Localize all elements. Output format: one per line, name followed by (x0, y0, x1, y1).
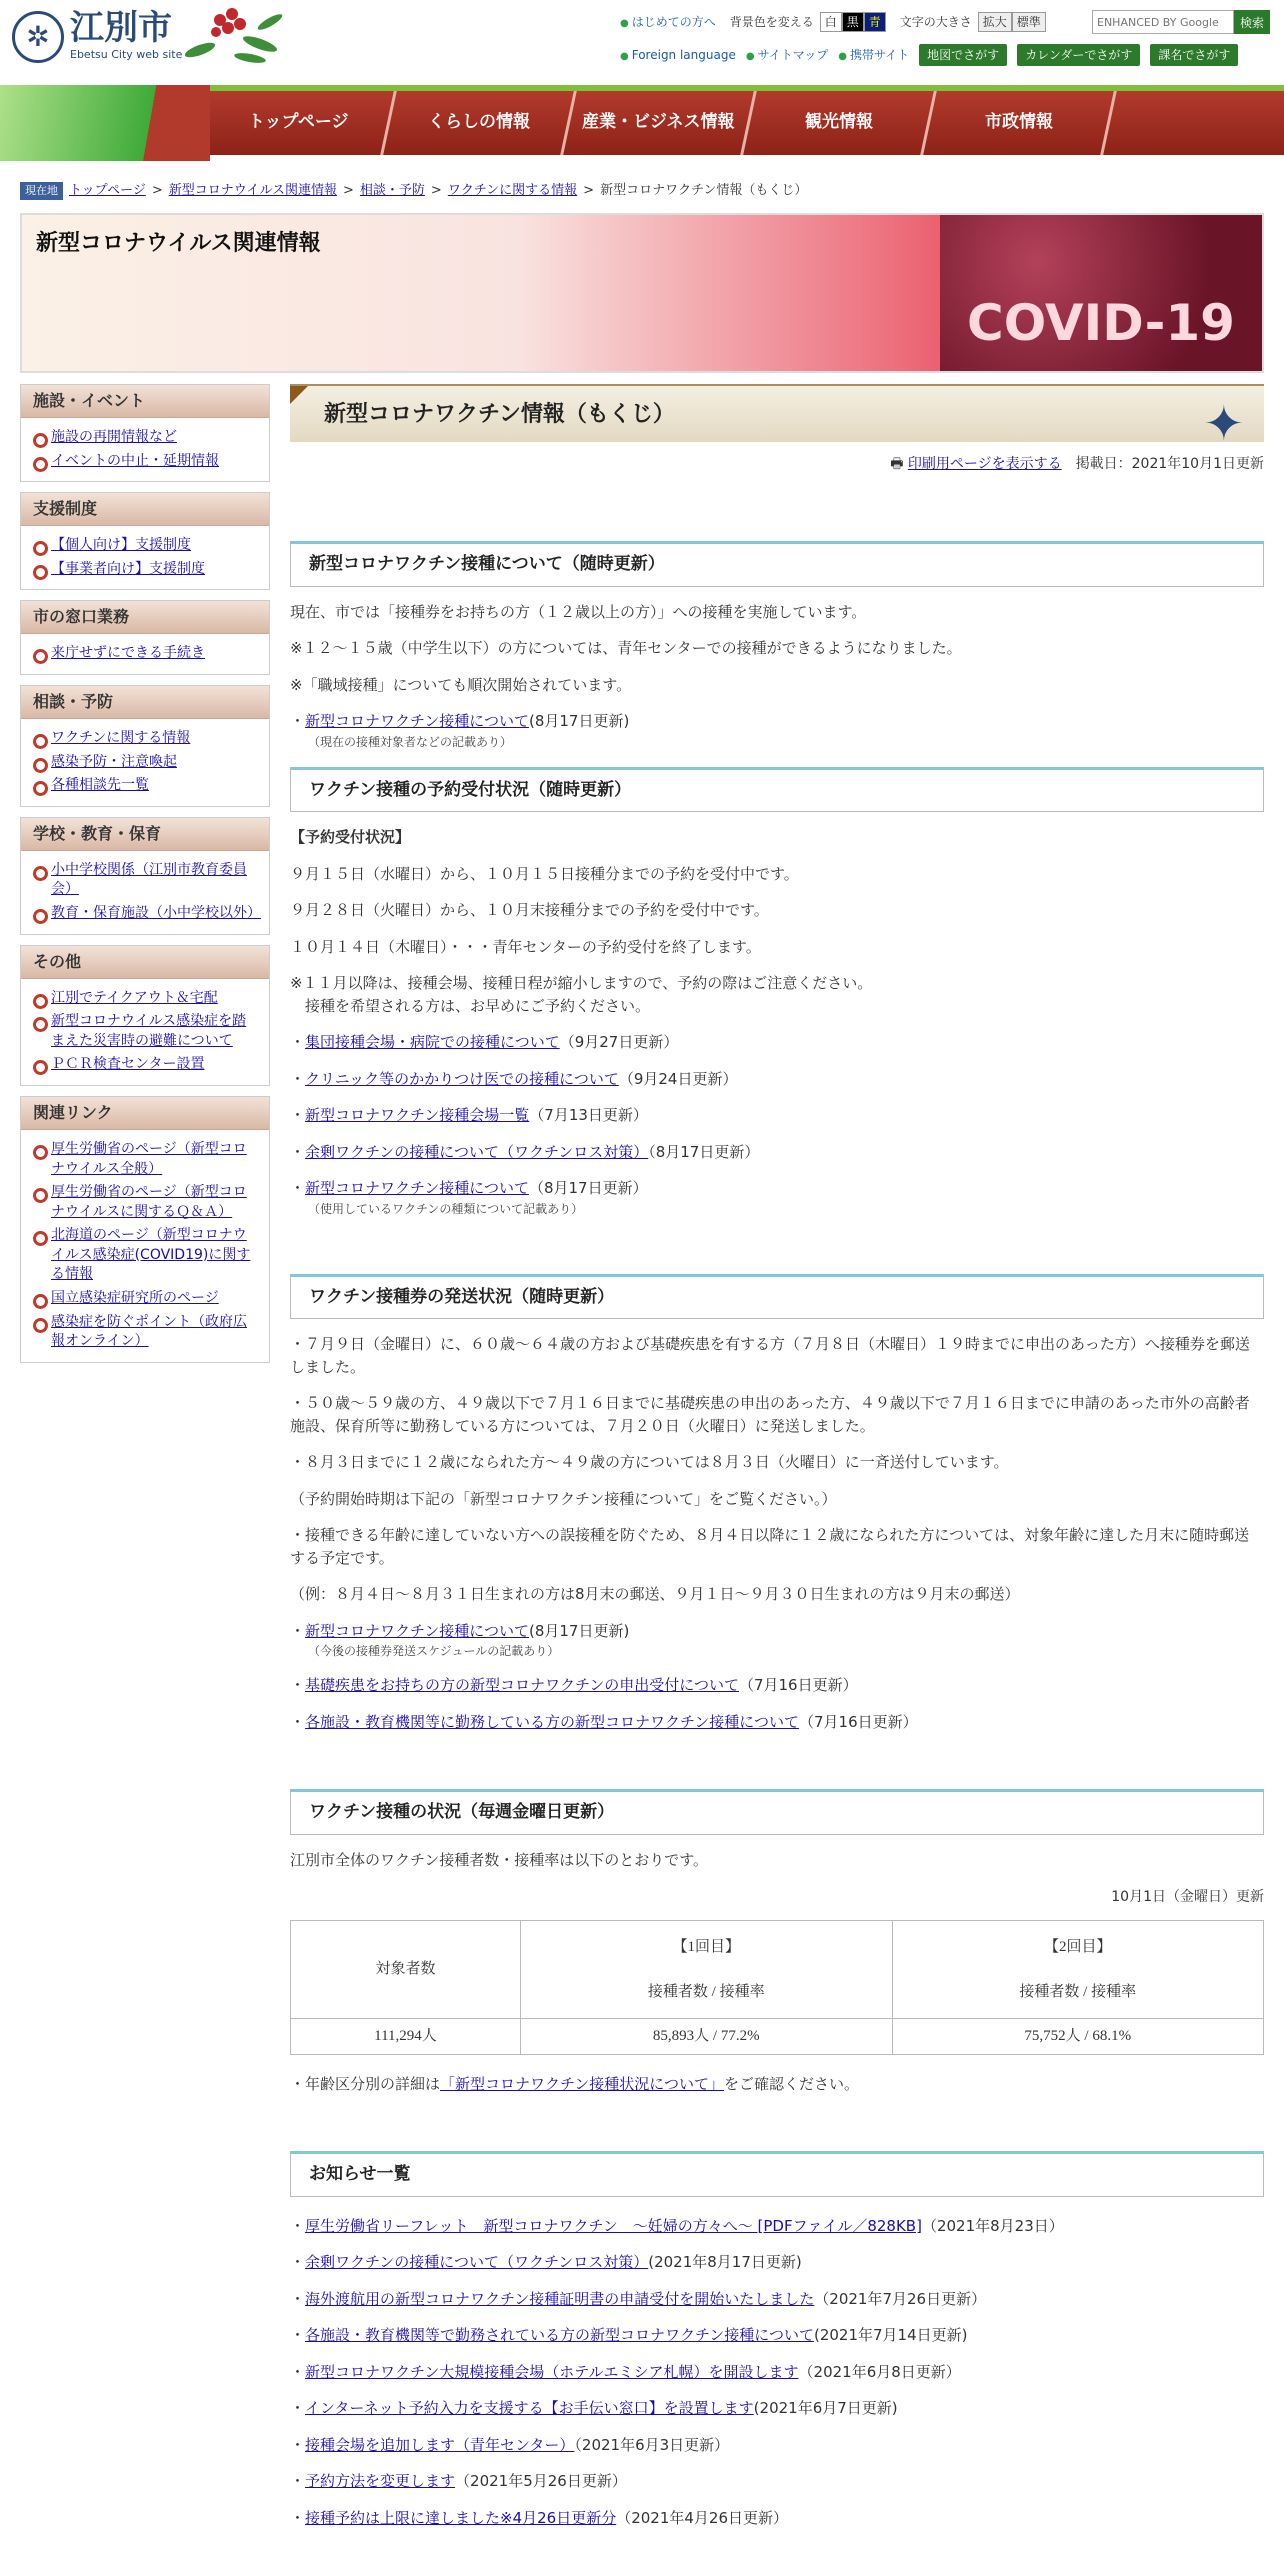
news-link[interactable]: 予約方法を変更します (305, 2472, 456, 2490)
mobile-site-link[interactable]: ● 携帯サイト (838, 46, 909, 64)
sidebar-box (20, 492, 270, 590)
paragraph: （例：８月４日～８月３１日生まれの方は8月末の郵送、９月１日～９月３０日生まれの方は９月末の郵送） (290, 1585, 1020, 1603)
bg-black-button[interactable]: 黒 (842, 12, 864, 32)
sidebar-link[interactable]: 小中学校関係（江別市教育委員会） (51, 861, 247, 898)
global-nav (0, 85, 1284, 155)
news-link[interactable]: 各施設・教育機関等で勤務されている方の新型コロナワクチン接種について (305, 2326, 814, 2344)
paragraph: ※１１月以降は、接種会場、接種日程が縮小しますので、予約の際はご注意ください。 接種を希望される方は、お早めにご予約ください。 (290, 974, 873, 1015)
sidebar-heading: 関連リンク (21, 1097, 269, 1130)
crumb-consult[interactable]: 相談・予防 (359, 183, 425, 198)
banner-title: 新型コロナウイルス関連情報 (36, 230, 321, 256)
nav-living[interactable]: くらしの情報 (383, 91, 577, 155)
news-link[interactable]: 接種予約は上限に達しました※4月26日更新分 (305, 2508, 617, 2527)
sidebar-link[interactable]: 新型コロナウイルス感染症を踏まえた災害時の避難について (51, 1013, 247, 1049)
content-link[interactable]: 新型コロナワクチン接種について (305, 1621, 529, 1640)
crumb-top[interactable]: トップページ (69, 183, 146, 198)
paragraph: ９月１５日（水曜日）から、１０月１５日接種分までの予約を受付中です。 (290, 864, 799, 883)
bgcolor-label: 背景色を変える (729, 15, 814, 29)
content-link[interactable]: クリニック等のかかりつけ医での接種について (305, 1069, 619, 1088)
nav-business[interactable]: 産業・ビジネス情報 (563, 91, 757, 155)
site-logo[interactable] (12, 10, 182, 64)
update-date: (8月17日更新) (528, 712, 630, 730)
note: （今後の接種券発送スケジュールの記載あり） (308, 1644, 560, 1658)
paragraph: ・７月９日（金曜日）に、６０歳～６４歳の方および基礎疾患を有する方（７月８日（木曜日）１９時までに申出のあった方）へ接種券を郵送しました。 (290, 1335, 1250, 1376)
page-meta (290, 454, 1264, 475)
current-location-badge: 現在地 (20, 182, 63, 201)
enlarge-button[interactable]: 拡大 (978, 12, 1012, 32)
reservation-status-label: 【予約受付状況】 (290, 828, 411, 846)
sidebar-heading: その他 (21, 946, 269, 979)
sidebar-link[interactable]: ワクチンに関する情報 (51, 729, 191, 746)
city-seal-icon: ✲ (12, 11, 64, 63)
table-cell: 85,893人 / 77.2% (521, 2019, 893, 2055)
sidebar-link[interactable]: 感染予防・注意喚起 (51, 753, 177, 770)
paragraph: １０月１４日（木曜日）・・・青年センターの予約受付を終了します。 (290, 937, 761, 956)
nav-tourism[interactable]: 観光情報 (743, 91, 937, 155)
sidebar-link[interactable]: ＰＣＲ検査センター設置 (51, 1056, 205, 1073)
sitemap-link[interactable]: ● サイトマップ (746, 46, 828, 64)
normal-size-button[interactable]: 標準 (1012, 12, 1046, 32)
textsize-label: 文字の大きさ (899, 15, 972, 29)
nav-top[interactable]: トップページ (203, 91, 397, 155)
paragraph: ※「職域接種」についても順次開始されています。 (290, 675, 632, 694)
sidebar-link[interactable]: 教育・保育施設（小中学校以外） (51, 904, 261, 921)
content-link[interactable]: 新型コロナワクチン接種について (305, 1179, 529, 1197)
crumb-vaccine[interactable]: ワクチンに関する情報 (447, 183, 578, 198)
beginners-link[interactable]: ● はじめての方へ (620, 13, 716, 31)
sidebar-box (20, 1096, 270, 1363)
nav-citygov[interactable]: 市政情報 (923, 91, 1117, 155)
paragraph: ・５０歳～５９歳の方、４９歳以下で７月１６日までに基礎疾患の申出のあった方、４９歳以下で７月１６日までに申請のあった市外の高齢者施設、保育所等に勤務している方については、７月２０日（火曜日）に発送しました。 (290, 1394, 1250, 1435)
covid-banner[interactable] (20, 213, 1264, 373)
note: （使用しているワクチンの種類について記載あり） (308, 1201, 584, 1216)
sidebar-box (20, 685, 270, 807)
note: （現在の接種対象者などの記載あり） (308, 734, 513, 749)
section-heading: 新型コロナワクチン接種について（随時更新） (290, 541, 1264, 587)
printer-icon: 🖶 (890, 456, 904, 472)
covid-19-image: COVID-19 (940, 215, 1262, 371)
section-search-button[interactable]: 課名でさがす (1150, 44, 1238, 66)
paragraph: ・８月３日までに１２歳になられた方～４９歳の方については８月３日（火曜日）に一斉送付しています。 (290, 1453, 1009, 1471)
paragraph: ９月２８日（火曜日）から、１０月末接種分までの予約を受付中です。 (290, 901, 769, 919)
news-link[interactable]: インターネット予約入力を支援する【お手伝い窓口】を設置します (305, 2399, 754, 2417)
sidebar-heading: 施設・イベント (21, 385, 269, 418)
vaccination-stats-table (290, 1920, 1264, 2055)
news-link[interactable]: 余剰ワクチンの接種について（ワクチンロス対策） (305, 2253, 649, 2271)
sidebar-link[interactable]: 江別でテイクアウト＆宅配 (51, 989, 218, 1006)
table-header: 【2回目】 接種者数 / 接種率 (892, 1921, 1264, 2019)
sidebar-link[interactable]: 【個人向け】支援制度 (51, 537, 191, 554)
sidebar-box (20, 817, 270, 935)
content-link[interactable]: 余剰ワクチンの接種について（ワクチンロス対策） (305, 1142, 649, 1161)
star-emblem-icon: ✦ (1203, 396, 1244, 452)
content-link[interactable]: 基礎疾患をお持ちの方の新型コロナワクチンの申出受付について (305, 1676, 739, 1694)
news-link[interactable]: 海外渡航用の新型コロナワクチン接種証明書の申請受付を開始いたしました (305, 2289, 815, 2308)
sidebar-heading: 支援制度 (21, 493, 269, 526)
content-link[interactable]: 集団接種会場・病院での接種について (305, 1033, 560, 1051)
section-heading: ワクチン接種券の発送状況（随時更新） (290, 1274, 1264, 1320)
crumb-current: 新型コロナワクチン情報（もくじ） (600, 183, 808, 198)
paragraph: ※１２～１５歳（中学生以下）の方については、青年センターでの接種ができるようになりました。 (290, 639, 962, 657)
table-cell: 75,752人 / 68.1% (892, 2019, 1264, 2055)
paragraph: （予約開始時期は下記の「新型コロナワクチン接種について」をご覧ください。） (290, 1489, 837, 1508)
paragraph: ・年齢区分別の詳細は「新型コロナワクチン接種状況について」をご確認ください。 (290, 2074, 859, 2093)
sidebar-box (20, 945, 270, 1086)
table-cell: 111,294人 (291, 2019, 521, 2055)
sidebar-link[interactable]: 施設の再開情報など (51, 429, 177, 445)
sidebar-heading: 学校・教育・保育 (21, 818, 269, 851)
site-name: 江別市 (70, 8, 172, 48)
calendar-search-button[interactable]: カレンダーでさがす (1017, 44, 1140, 66)
age-detail-link[interactable]: 「新型コロナワクチン接種状況について」 (440, 2074, 724, 2093)
sidebar-heading: 相談・予防 (21, 686, 269, 719)
content-link[interactable]: 新型コロナワクチン接種会場一覧 (305, 1106, 530, 1124)
paragraph: 江別市全体のワクチン接種者数・接種率は以下のとおりです。 (290, 1850, 709, 1869)
section-heading: ワクチン接種の状況（毎週金曜日更新） (290, 1789, 1264, 1835)
sidebar-link[interactable]: 北海道のページ（新型コロナウイルス感染症(COVID19)に関する情報 (51, 1227, 251, 1283)
paragraph: 現在、市では「接種券をお持ちの方（１２歳以上の方）」への接種を実施しています。 (290, 602, 867, 621)
sidebar-box (20, 600, 270, 675)
sidebar-link[interactable]: 各種相談先一覧 (51, 777, 149, 794)
main-content: 新型コロナワクチン情報（もくじ） ✦ 🖶 印刷用ページを表示する 掲載日：2021年10月1日更新 新型コロナワクチン接種について（随時更新） 現在、市では「接種券をお持ちの方（１２歳以上の方）」への接種を実施しています。 ※１２～１５歳（中学生以下）の方については、青年センターでの接種ができるようになりました。 ※「職域接種」についても順次開始されています。 ・ 新型コロナワクチン接種について(8月17日更新) （現在の接種対象者などの記載あり） ワクチン接種の予約受付状況（随時更新） 【予約受付状況】 ９月１５日（水曜日）から、１０月１５日接種分までの予約を受付中です。 ９月２８日（火曜日）から、１０月末接種分までの予約を受付中です。 １０月１４日（木曜日）・・・青年センターの予約受付を終了します。 ※１１月以降は、接種会場、接種日程が縮小しますので、予約の際はご注意ください。 接種を希望される方は、お早めにご予約ください。 ・ 集団接種会場・病院での接種について（9月27日更新） ・ クリニック等のかかりつけ医での接種について（9月24日更新） ・ 新型コロナワクチン接種会場一覧（7月13日更新） ・ 余剰ワクチンの接種について（ワクチンロス対策）（8月17日更新） ・ 新型コロナワクチン接種について（8月17日更新） （使用しているワクチンの種類について記載あり） ワクチン接種券の発送状況（随時更新） ・７月９日（金曜日）に、６０歳～６４歳の方および基礎疾患を有する方（７月８日（木曜日）１９時までに申出のあった方）へ接種券を郵送しました。 ・５０歳～５９歳の方、４９歳以下で７月１６日までに基礎疾患の申出のあった方、４９歳以下で７月１６日までに申請のあった市外の高齢者施設、保育所等に勤務している方については、７月２０日（火曜日）に発送しました。 ・８月３日までに１２歳になられた方～４９歳の方については８月３日（火曜日）に一斉送付しています。 （予約開始時期は下記の「新型コロナワクチン接種について」をご覧ください。） ・接種できる年齢に達していない方への誤接種を防ぐため、８月４日以降に１２歳になられた方については、対象年齢に達した月末に随時郵送する予定です。 （例：８月４日～８月３１日生まれの方は8月末の郵送、９月１日～９月３０日生まれの方は９月末の郵送） ・ 新型コロナワクチン接種について(8月17日更新) （今後の接種券発送スケジュールの記載あり） ・ 基礎疾患をお持ちの方の新型コロナワクチンの申出受付について（7月16日更新） ・ 各施設・教育機関等に勤務している方の新型コロナワクチン接種について（7月16日更新） ワクチン接種の状況（毎週金曜日更新） 江別市全体のワクチン接種者数・接種率は以下のとおりです。 10月1日（金曜日）更新 対象者数 【1回目】 接種者数 / 接種率 【2回目】 接種者数 / 接種率 111,294人 85,893人 / 77.2% 75,752人 / 68.1% ・年齢区分別の詳細は「新型コロナワクチン接種状況について」をご確認ください。 お知らせ一覧 ・ 厚生労働省リーフレット 新型コロナワクチン ～妊婦の方々へ～ [PDFファイル／828KB]（2021年8月23日） ・ 余剰ワクチンの接種について（ワクチンロス対策）(2021年8月17日更新) ・ 海外渡航用の新型コロナワクチン接種証明書の申請受付を開始いたしました（2021年7月26日更新） ・ 各施設・教育機関等で勤務されている方の新型コロナワクチン接種について(2021年7月14日更新) ・ 新型コロナワクチン大規模接種会場（ホテルエミシア札幌）を開設します（2021年6月8日更新） ・ インターネット予約入力を支援する【お手伝い窓口】を設置します(2021年6月7日更新) ・ 接種会場を追加します（青年センター）（2021年6月3日更新） ・ 予約方法を変更します（2021年5月26日更新） ・ 接種予約は上限に達しました※4月26日更新分（2021年4月26日更新） (290, 384, 1264, 2529)
sidebar (20, 384, 270, 1373)
foreign-language-link[interactable]: ● Foreign language (620, 46, 736, 64)
site-header (0, 0, 1284, 85)
news-link[interactable]: 厚生労働省リーフレット 新型コロナワクチン ～妊婦の方々へ～ [PDFファイル／828KB] (305, 2216, 922, 2235)
map-search-button[interactable]: 地図でさがす (919, 44, 1007, 66)
page-title: 新型コロナワクチン情報（もくじ） ✦ (290, 384, 1264, 442)
crumb-covid[interactable]: 新型コロナウイルス関連情報 (168, 183, 337, 198)
section-heading: ワクチン接種の予約受付状況（随時更新） (290, 767, 1264, 813)
content-link[interactable]: 各施設・教育機関等に勤務している方の新型コロナワクチン接種について (305, 1712, 799, 1731)
sidebar-link[interactable]: 国立感染症研究所のページ (51, 1290, 219, 1307)
rowan-berry-icon (180, 0, 290, 68)
sidebar-link[interactable]: 厚生労働省のページ（新型コロナウイルス全般） (51, 1140, 247, 1177)
breadcrumb: 現在地 トップページ > 新型コロナウイルス関連情報 > 相談・予防 > ワクチンに関する情報 > 新型コロナワクチン情報（もくじ） (20, 181, 1264, 201)
sidebar-link[interactable]: 【事業者向け】支援制度 (51, 560, 205, 577)
search-button[interactable]: 検索 (1234, 10, 1270, 34)
table-header: 【1回目】 接種者数 / 接種率 (521, 1921, 893, 2019)
news-link[interactable]: 接種会場を追加します（青年センター） (305, 2435, 575, 2454)
sidebar-box (20, 384, 270, 482)
site-search (1092, 10, 1270, 34)
sidebar-link[interactable]: 感染症を防ぐポイント（政府広報オンライン） (51, 1313, 247, 1350)
sidebar-link[interactable]: イベントの中止・延期情報 (51, 452, 219, 469)
print-page-link[interactable]: 印刷用ページを表示する (907, 456, 1062, 472)
paragraph: ・接種できる年齢に達していない方への誤接種を防ぐため、８月４日以降に１２歳になられた方については、対象年齢に達した月末に随時郵送する予定です。 (290, 1526, 1250, 1567)
bg-blue-button[interactable]: 青 (864, 12, 886, 32)
posted-date: 掲載日：2021年10月1日更新 (1075, 456, 1264, 472)
vaccine-info-link[interactable]: 新型コロナワクチン接種について (305, 712, 529, 730)
sidebar-link[interactable]: 厚生労働省のページ（新型コロナウイルスに関するＱ＆Ａ） (51, 1184, 247, 1220)
section-heading: お知らせ一覧 (290, 2151, 1264, 2197)
site-subtitle: Ebetsu City web site (70, 48, 183, 62)
table-header: 対象者数 (291, 1921, 521, 2019)
sidebar-heading: 市の窓口業務 (21, 601, 269, 634)
news-link[interactable]: 新型コロナワクチン大規模接種会場（ホテルエミシア札幌）を開設します (305, 2362, 799, 2381)
search-input[interactable] (1092, 10, 1234, 34)
nav-green-band (0, 85, 210, 161)
bg-white-button[interactable]: 白 (820, 12, 842, 32)
sidebar-link[interactable]: 来庁せずにできる手続き (51, 645, 205, 662)
update-date: 10月1日（金曜日）更新 (1111, 1889, 1264, 1905)
